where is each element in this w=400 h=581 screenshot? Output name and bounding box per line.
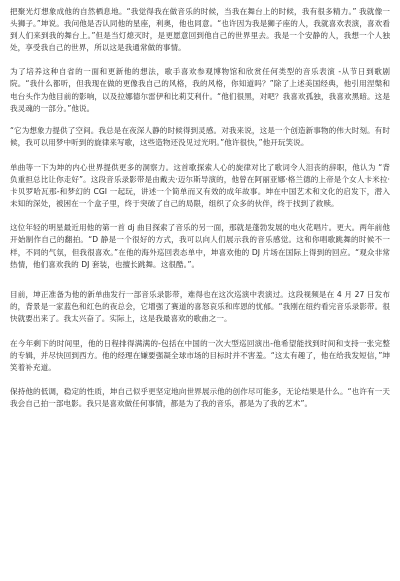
paragraph-7: 在今年剩下的时间里，他的日程排得满满的-包括在中国的一次大型巡回演出-他希望能找到时间和支持一张完整的专辑，并尽快回到西方。他的经理在嫌要强凝全球市场的目标时并不害羞。“这太有趣了，他在给我发短信，”坤笑着补充道。	[10, 338, 390, 373]
paragraph-5: 这位年轻的明星最近用他的第一首 dj 曲目探索了音乐的另一面，那就是蓬勃发展的电火花唱片。更大。两年前他开始制作自己的翻拍。“D 静是一个很好的方式，我可以向人们展示我的音乐感觉。这和你唱歌跳舞的时候不一样，不同的气氛，但我很喜欢。”在他的海外巡回表态单中，坤喜欢他的 DJ 片场在国际上得到的回应。“观众非常热情，他们喜欢我的 DJ 套装，也擅长跳舞。这很酷。”。	[10, 223, 390, 269]
paragraph-6: 目前，坤正准备为他的新单曲发行一部音乐录影带，难得也在这次巡演中表演过。这段视频是在 4 月 27 日发布的，背景是一家蓝色和红色的夜总会，它增强了赛道的喜怒哀乐和库恩的忧郁。“我刚在纽约看完音乐录影带。很快就要出来了。我太兴奋了。实际上，这是我最喜欢的歌曲之一。	[10, 289, 390, 323]
paragraph-2: 为了培养这种自省的一面和更新他的想法，歌手喜欢参观博物馆和欣赏任何类型的音乐表演 -从节日到歌剧院。“我什么都听，但我现在做的更像我自己的风格，我的风格，你知道吗？”除了上述美国经典，他引用涅槃和电台头作为他目前的影响，以及拉娜德尔雷伊和比莉艾利什。“他们很黑，对吧？我喜欢孤独，我喜欢黑暗。这是我灵魂的一部分。”他说。	[10, 67, 390, 113]
paragraph-4: 单曲等一下为坤的内心世界提供更多的洞察力。这首歌探索人心的旋律对比了歌词令人泪丧的辞职，他认为 “背负重担总比让你走好”。这段音乐录影带是由戴夫·迈尔斯导演的，他曾在阿丽亚娜·格兰德的上帝是个女人卡米拉·卡贝罗哈瓦那-和梦幻的 CGI 一起玩，讲述一个简单而又有效的成年故事。坤在中国艺术和文化的启发下，潜入未知的深处，被困在一个盒子里，终于突破了自己的局限，组织了众多的伙伴，终于找到了救赎。	[10, 162, 390, 209]
paragraph-3: “它为想象力提供了空间。我总是在夜深人静的时候得到灵感。对我来说，这是一个创造新事物的伟大时刻。有时候，我可以用梦中听到的旋律来写歌，这些造物还没见过光明。”他许很快，”他开玩笑说。	[10, 125, 390, 147]
paragraph-1: 把聚光灯想象成他的自然栖息地。“我觉得我在做音乐的时候，当我在舞台上的时候，我有很多精力。” 我就像一头狮子。”坤说。我问他是否认同他的星座，利奥，他也同意。“也许因为我是狮子座的人，我就喜欢表演，喜欢看到人们来到我的舞台上。”但是当灯熄灭时，是更愿意回到他自己的世界里去。我是一个安静的人，我想一个人独处，享受我自己的世界，所以这是我通常做的事情。	[10, 7, 390, 53]
paragraph-8: 保持他的低调，稳定的性质，坤自己似乎更坚定地向世界展示他的创作尽可能多，无论结果是什么。“也许有一天我会自己拍一部电影。我只是喜欢做任何事情，都是为了我的音乐，都是为了我的艺术”。	[10, 387, 390, 409]
